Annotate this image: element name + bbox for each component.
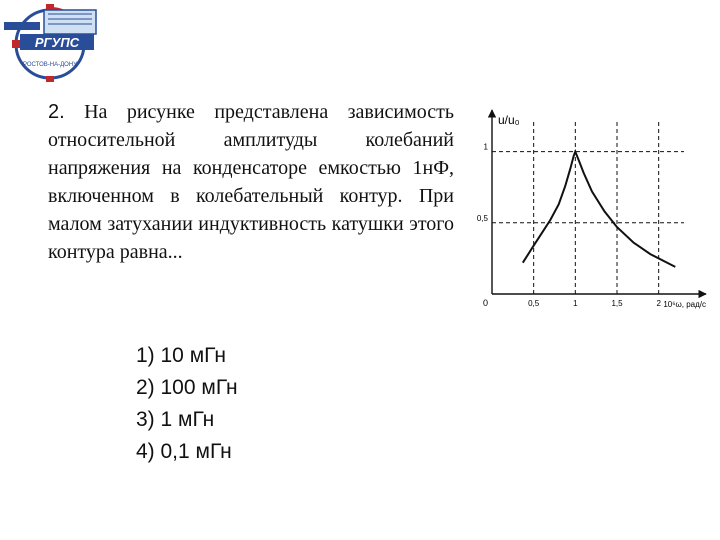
answer-option[interactable]: 3) 1 мГн	[136, 408, 215, 431]
x-tick-label: 2	[656, 299, 661, 308]
y-tick-label: 1	[483, 142, 488, 152]
question-text-block	[48, 98, 454, 266]
answer-option[interactable]: 2) 100 мГн	[136, 376, 238, 399]
answer-option[interactable]: 1) 10 мГн	[136, 344, 226, 367]
logo-text: РГУПС	[34, 35, 80, 50]
resonance-chart	[470, 104, 710, 316]
rgups-logo	[0, 0, 100, 82]
origin-label: 0	[482, 298, 488, 308]
y-tick-label: 0,5	[476, 213, 488, 223]
x-tick-label: 1	[573, 299, 578, 308]
x-tick-label: 0,5	[528, 299, 540, 308]
x-axis-label: 10⁶ω, рад/с	[663, 300, 706, 309]
answer-option[interactable]: 4) 0,1 мГн	[136, 440, 232, 463]
y-axis-label: u/u₀	[498, 113, 520, 127]
x-tick-label: 1,5	[611, 299, 623, 308]
resonance-curve	[523, 152, 676, 267]
question-number: 2.	[48, 101, 65, 123]
answer-list	[136, 340, 238, 468]
question-body: На рисунке представлена зависимость относительной амплитуды колебаний напряжения на конденсаторе емкостью 1нФ, включенном в колебательный контур. При малом затухании индуктивность катушки этого контура равна...	[48, 101, 454, 263]
logo-ring-text: РОСТОВ-НА-ДОНУ	[23, 62, 77, 68]
